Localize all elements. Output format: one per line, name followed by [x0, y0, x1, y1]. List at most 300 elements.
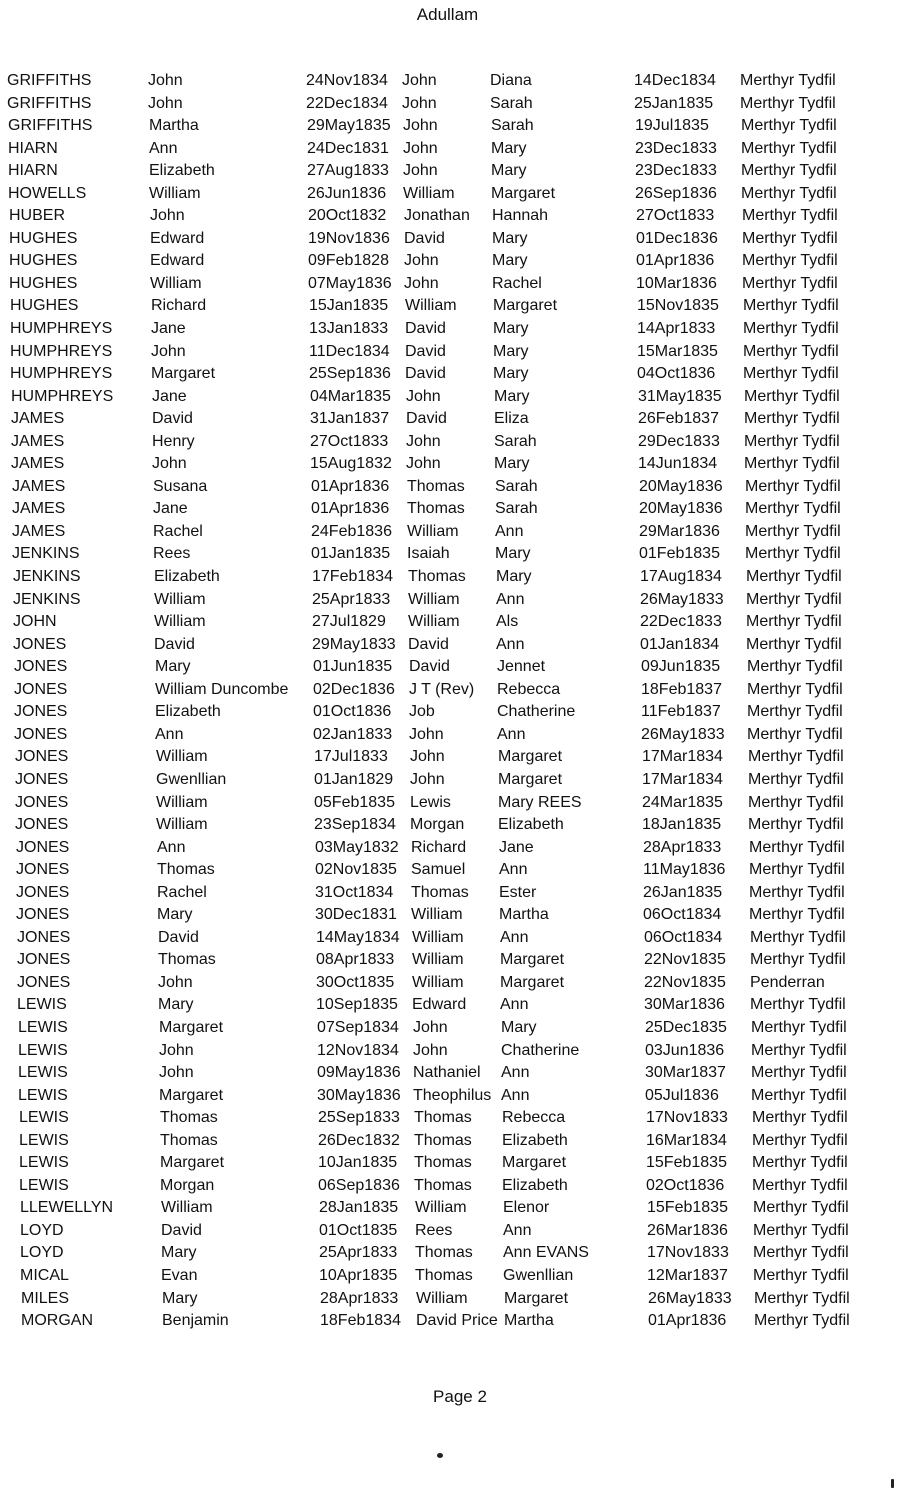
surname-cell: LOYD — [20, 1244, 64, 1262]
mother-name-cell: Ann — [503, 1221, 532, 1239]
baptism-date-cell: 01Apr1836 — [636, 252, 715, 270]
surname-cell: HUGHES — [9, 229, 78, 247]
surname-cell: JAMES — [11, 432, 65, 450]
mother-name-cell: Sarah — [494, 432, 537, 450]
table-row — [0, 140, 905, 163]
baptism-date-cell: 01Feb1835 — [639, 545, 720, 563]
mother-name-cell: Als — [496, 613, 519, 631]
page-title: Adullam — [416, 5, 479, 24]
first-name-cell: Martha — [149, 117, 199, 135]
place-cell: Merthyr Tydfil — [754, 1312, 850, 1330]
baptism-date-cell: 25Dec1835 — [645, 1018, 727, 1036]
surname-cell: LEWIS — [19, 1154, 69, 1172]
father-name-cell: William — [412, 951, 464, 969]
mother-name-cell: Mary — [495, 545, 531, 563]
surname-cell: JONES — [17, 973, 71, 991]
birth-date-cell: 17Feb1834 — [312, 568, 393, 586]
surname-cell: HUMPHREYS — [11, 387, 114, 405]
table-row — [0, 861, 905, 884]
mother-name-cell: Ann — [501, 1086, 530, 1104]
first-name-cell: Elizabeth — [155, 703, 221, 721]
mother-name-cell: Jennet — [497, 658, 546, 676]
birth-date-cell: 01Jan1835 — [311, 545, 391, 563]
baptism-date-cell: 25Jan1835 — [634, 94, 714, 112]
place-cell: Merthyr Tydfil — [753, 1199, 849, 1217]
mother-name-cell: Ann — [496, 635, 525, 653]
mother-name-cell: Mary — [491, 162, 527, 180]
father-name-cell: John — [410, 770, 445, 788]
surname-cell: JENKINS — [13, 568, 81, 586]
first-name-cell: John — [148, 94, 183, 112]
baptism-date-cell: 14Apr1833 — [637, 320, 716, 338]
birth-date-cell: 11Dec1834 — [309, 342, 390, 360]
place-cell: Merthyr Tydfil — [742, 274, 838, 292]
birth-date-cell: 25Sep1833 — [318, 1109, 400, 1127]
table-row — [0, 613, 905, 636]
mother-name-cell: Sarah — [491, 117, 534, 135]
mother-name-cell: Chatherine — [497, 703, 576, 721]
mother-name-cell: Mary — [494, 387, 530, 405]
place-cell: Merthyr Tydfil — [742, 252, 838, 270]
scan-speck — [891, 1479, 894, 1488]
place-cell: Merthyr Tydfil — [749, 861, 845, 879]
table-row — [0, 794, 905, 817]
baptism-date-cell: 02Oct1836 — [646, 1176, 725, 1194]
mother-name-cell: Ann — [495, 522, 524, 540]
table-row — [0, 230, 905, 253]
first-name-cell: Thomas — [160, 1131, 218, 1149]
mother-name-cell: Elizabeth — [502, 1131, 568, 1149]
baptism-date-cell: 15Nov1835 — [637, 297, 719, 315]
first-name-cell: William — [156, 748, 208, 766]
baptism-date-cell: 17Nov1833 — [646, 1109, 728, 1127]
first-name-cell: Jane — [153, 500, 188, 518]
first-name-cell: Margaret — [159, 1086, 224, 1104]
place-cell: Merthyr Tydfil — [746, 590, 842, 608]
father-name-cell: John — [402, 72, 437, 89]
place-cell: Merthyr Tydfil — [751, 1018, 847, 1036]
place-cell: Merthyr Tydfil — [742, 229, 838, 247]
father-name-cell: William — [412, 928, 464, 946]
surname-cell: HUGHES — [9, 274, 78, 292]
mother-name-cell: Rebecca — [502, 1109, 566, 1127]
first-name-cell: Morgan — [160, 1176, 215, 1194]
father-name-cell: Theophilus — [413, 1086, 492, 1104]
surname-cell: LEWIS — [19, 1131, 69, 1149]
table-row — [0, 1042, 905, 1065]
first-name-cell: Susana — [153, 477, 208, 495]
place-cell: Merthyr Tydfil — [753, 1244, 849, 1262]
baptism-date-cell: 11Feb1837 — [641, 703, 721, 721]
place-cell: Merthyr Tydfil — [746, 613, 842, 631]
first-name-cell: Evan — [161, 1266, 198, 1284]
table-row — [0, 1177, 905, 1200]
surname-cell: LEWIS — [18, 1086, 68, 1104]
birth-date-cell: 15Aug1832 — [310, 455, 392, 473]
place-cell: Merthyr Tydfil — [747, 658, 843, 676]
place-cell: Merthyr Tydfil — [742, 207, 838, 225]
birth-date-cell: 08Apr1833 — [316, 951, 395, 969]
baptism-date-cell: 28Apr1833 — [643, 838, 722, 856]
place-cell: Merthyr Tydfil — [741, 117, 837, 135]
baptism-date-cell: 26Mar1836 — [647, 1221, 728, 1239]
table-row — [0, 320, 905, 343]
surname-cell: LEWIS — [18, 1064, 68, 1082]
father-name-cell: David — [409, 658, 450, 676]
father-name-cell: Thomas — [415, 1244, 473, 1262]
surname-cell: JOHN — [13, 613, 57, 631]
baptism-date-cell: 26May1833 — [648, 1289, 732, 1307]
father-name-cell: John — [406, 387, 441, 405]
birth-date-cell: 02Nov1835 — [315, 861, 397, 879]
first-name-cell: John — [159, 1064, 194, 1082]
mother-name-cell: Mary — [493, 342, 529, 360]
table-row — [0, 545, 905, 568]
table-row — [0, 1244, 905, 1267]
table-row — [0, 388, 905, 411]
mother-name-cell: Margaret — [504, 1289, 569, 1307]
baptism-date-cell: 22Nov1835 — [644, 951, 726, 969]
first-name-cell: Thomas — [157, 861, 215, 879]
place-cell: Penderran — [750, 973, 825, 991]
baptism-date-cell: 14Jun1834 — [638, 455, 718, 473]
first-name-cell: Mary — [157, 906, 193, 924]
mother-name-cell: Ann — [500, 928, 529, 946]
first-name-cell: John — [158, 973, 193, 991]
surname-cell: GRIFFITHS — [7, 72, 92, 89]
first-name-cell: Benjamin — [162, 1312, 229, 1330]
mother-name-cell: Sarah — [495, 477, 538, 495]
first-name-cell: Rees — [153, 545, 191, 563]
place-cell: Merthyr Tydfil — [746, 635, 842, 653]
birth-date-cell: 20Oct1832 — [308, 207, 387, 225]
table-row — [0, 1290, 905, 1313]
first-name-cell: William — [149, 184, 201, 202]
table-row — [0, 568, 905, 591]
first-name-cell: Edward — [150, 252, 205, 270]
birth-date-cell: 04Mar1835 — [310, 387, 391, 405]
mother-name-cell: Margaret — [493, 297, 558, 315]
place-cell: Merthyr Tydfil — [748, 748, 844, 766]
surname-cell: JONES — [15, 793, 69, 811]
register-table — [0, 72, 905, 1335]
surname-cell: HUMPHREYS — [10, 365, 113, 383]
father-name-cell: William — [416, 1289, 468, 1307]
birth-date-cell: 01Oct1836 — [313, 703, 392, 721]
baptism-date-cell: 17Aug1834 — [640, 568, 722, 586]
birth-date-cell: 30Oct1835 — [316, 973, 395, 991]
mother-name-cell: Rebecca — [497, 680, 561, 698]
father-name-cell: Thomas — [415, 1266, 473, 1284]
surname-cell: JAMES — [12, 500, 66, 518]
surname-cell: JAMES — [11, 410, 65, 428]
father-name-cell: John — [404, 252, 439, 270]
first-name-cell: Margaret — [159, 1018, 224, 1036]
mother-name-cell: Margaret — [500, 951, 565, 969]
table-row — [0, 703, 905, 726]
surname-cell: LEWIS — [18, 1018, 68, 1036]
baptism-date-cell: 11May1836 — [643, 861, 726, 879]
baptism-date-cell: 19Jul1835 — [635, 117, 709, 135]
birth-date-cell: 06Sep1836 — [318, 1176, 400, 1194]
first-name-cell: Richard — [151, 297, 207, 315]
first-name-cell: Ann — [155, 725, 184, 743]
first-name-cell: John — [151, 342, 186, 360]
mother-name-cell: Margaret — [498, 770, 563, 788]
place-cell: Merthyr Tydfil — [751, 1041, 847, 1059]
surname-cell: JAMES — [12, 522, 66, 540]
first-name-cell: David — [152, 410, 193, 428]
surname-cell: JONES — [17, 928, 71, 946]
mother-name-cell: Martha — [504, 1312, 554, 1330]
mother-name-cell: Jane — [499, 838, 534, 856]
father-name-cell: William — [412, 973, 464, 991]
surname-cell: LOYD — [20, 1221, 64, 1239]
table-row — [0, 410, 905, 433]
baptism-date-cell: 05Jul1836 — [645, 1086, 719, 1104]
table-row — [0, 297, 905, 320]
table-row — [0, 839, 905, 862]
table-row — [0, 275, 905, 298]
birth-date-cell: 22Dec1834 — [306, 94, 388, 112]
birth-date-cell: 24Dec1831 — [307, 139, 389, 157]
birth-date-cell: 25Sep1836 — [309, 365, 391, 383]
mother-name-cell: Mary — [501, 1018, 537, 1036]
mother-name-cell: Martha — [499, 906, 549, 924]
surname-cell: JONES — [15, 816, 69, 834]
baptism-date-cell: 23Dec1833 — [635, 139, 717, 157]
place-cell: Merthyr Tydfil — [750, 996, 846, 1014]
first-name-cell: Elizabeth — [149, 162, 215, 180]
table-row — [0, 433, 905, 456]
father-name-cell: John — [403, 139, 438, 157]
first-name-cell: William — [156, 793, 208, 811]
birth-date-cell: 01Jan1829 — [314, 770, 394, 788]
birth-date-cell: 19Nov1836 — [308, 229, 390, 247]
baptism-date-cell: 01Apr1836 — [648, 1312, 727, 1330]
first-name-cell: William — [154, 590, 206, 608]
mother-name-cell: Ester — [499, 883, 537, 901]
mother-name-cell: Ann — [500, 996, 529, 1014]
surname-cell: HUGHES — [9, 252, 78, 270]
baptism-date-cell: 29Dec1833 — [638, 432, 720, 450]
baptism-date-cell: 04Oct1836 — [637, 365, 716, 383]
mother-name-cell: Ann — [497, 725, 526, 743]
father-name-cell: David Price — [416, 1312, 498, 1330]
surname-cell: JONES — [17, 951, 71, 969]
father-name-cell: Richard — [411, 838, 467, 856]
birth-date-cell: 03May1832 — [315, 838, 399, 856]
father-name-cell: Thomas — [411, 883, 469, 901]
mother-name-cell: Sarah — [495, 500, 538, 518]
place-cell: Merthyr Tydfil — [748, 770, 844, 788]
birth-date-cell: 25Apr1833 — [312, 590, 391, 608]
surname-cell: HOWELLS — [8, 184, 87, 202]
table-row — [0, 771, 905, 794]
father-name-cell: John — [403, 162, 438, 180]
surname-cell: JONES — [13, 635, 67, 653]
father-name-cell: William — [415, 1199, 467, 1217]
place-cell: Merthyr Tydfil — [749, 838, 845, 856]
father-name-cell: William — [411, 906, 463, 924]
father-name-cell: William — [407, 522, 459, 540]
place-cell: Merthyr Tydfil — [752, 1154, 848, 1172]
table-row — [0, 365, 905, 388]
birth-date-cell: 27Oct1833 — [310, 432, 389, 450]
mother-name-cell: Margaret — [491, 184, 556, 202]
mother-name-cell: Eliza — [494, 410, 529, 428]
first-name-cell: William — [150, 274, 202, 292]
first-name-cell: John — [150, 207, 185, 225]
baptism-date-cell: 18Feb1837 — [641, 680, 722, 698]
birth-date-cell: 24Nov1834 — [306, 72, 388, 89]
father-name-cell: William — [408, 613, 460, 631]
father-name-cell: Isaiah — [407, 545, 450, 563]
baptism-date-cell: 22Dec1833 — [640, 613, 722, 631]
place-cell: Merthyr Tydfil — [751, 1086, 847, 1104]
table-row — [0, 1154, 905, 1177]
birth-date-cell: 28Jan1835 — [319, 1199, 399, 1217]
birth-date-cell: 10Jan1835 — [318, 1154, 398, 1172]
place-cell: Merthyr Tydfil — [750, 951, 846, 969]
mother-name-cell: Ann EVANS — [503, 1244, 589, 1262]
mother-name-cell: Rachel — [492, 274, 542, 292]
surname-cell: LLEWELLYN — [20, 1199, 114, 1217]
place-cell: Merthyr Tydfil — [748, 816, 844, 834]
surname-cell: JONES — [14, 680, 68, 698]
mother-name-cell: Mary — [492, 252, 528, 270]
page-number: Page 2 — [433, 1387, 487, 1406]
surname-cell: LEWIS — [19, 1176, 69, 1194]
table-row — [0, 523, 905, 546]
place-cell: Merthyr Tydfil — [749, 883, 845, 901]
mother-name-cell: Margaret — [498, 748, 563, 766]
father-name-cell: John — [406, 455, 441, 473]
table-row — [0, 117, 905, 140]
table-row — [0, 996, 905, 1019]
birth-date-cell: 01Apr1836 — [311, 477, 390, 495]
birth-date-cell: 29May1833 — [312, 635, 396, 653]
table-row — [0, 974, 905, 997]
place-cell: Merthyr Tydfil — [747, 680, 843, 698]
birth-date-cell: 31Jan1837 — [310, 410, 390, 428]
table-row — [0, 658, 905, 681]
mother-name-cell: Elizabeth — [502, 1176, 568, 1194]
birth-date-cell: 26Dec1832 — [318, 1131, 400, 1149]
father-name-cell: David — [405, 342, 446, 360]
table-row — [0, 455, 905, 478]
baptism-date-cell: 06Oct1834 — [643, 906, 722, 924]
baptism-date-cell: 18Jan1835 — [642, 816, 722, 834]
first-name-cell: Elizabeth — [154, 568, 220, 586]
mother-name-cell: Elenor — [503, 1199, 550, 1217]
table-row — [0, 1019, 905, 1042]
father-name-cell: Samuel — [411, 861, 466, 879]
father-name-cell: David — [406, 410, 447, 428]
first-name-cell: Margaret — [160, 1154, 225, 1172]
place-cell: Merthyr Tydfil — [741, 139, 837, 157]
first-name-cell: Mary — [161, 1244, 197, 1262]
place-cell: Merthyr Tydfil — [753, 1266, 849, 1284]
baptism-date-cell: 26Jan1835 — [643, 883, 723, 901]
place-cell: Merthyr Tydfil — [743, 320, 839, 338]
first-name-cell: Rachel — [153, 522, 203, 540]
birth-date-cell: 05Feb1835 — [314, 793, 395, 811]
surname-cell: LEWIS — [19, 1109, 69, 1127]
birth-date-cell: 26Jun1836 — [307, 184, 387, 202]
father-name-cell: Thomas — [408, 568, 466, 586]
table-row — [0, 252, 905, 275]
father-name-cell: David — [404, 229, 445, 247]
table-row — [0, 951, 905, 974]
table-row — [0, 95, 905, 118]
father-name-cell: Thomas — [414, 1131, 472, 1149]
father-name-cell: Thomas — [407, 477, 465, 495]
surname-cell: MILES — [21, 1289, 70, 1307]
mother-name-cell: Margaret — [500, 973, 565, 991]
baptism-date-cell: 12Mar1837 — [647, 1266, 728, 1284]
table-row — [0, 929, 905, 952]
place-cell: Merthyr Tydfil — [744, 455, 840, 473]
baptism-date-cell: 31May1835 — [638, 387, 722, 405]
place-cell: Merthyr Tydfil — [752, 1131, 848, 1149]
surname-cell: HIARN — [8, 162, 58, 180]
baptism-date-cell: 22Nov1835 — [644, 973, 726, 991]
surname-cell: JAMES — [12, 477, 66, 495]
first-name-cell: William — [156, 816, 208, 834]
baptism-date-cell: 26May1833 — [641, 725, 725, 743]
surname-cell: HUMPHREYS — [10, 342, 113, 360]
surname-cell: JENKINS — [13, 590, 81, 608]
mother-name-cell: Mary REES — [498, 793, 582, 811]
birth-date-cell: 10Sep1835 — [316, 996, 398, 1014]
place-cell: Merthyr Tydfil — [747, 703, 843, 721]
father-name-cell: John — [409, 725, 444, 743]
father-name-cell: John — [402, 94, 437, 112]
baptism-date-cell: 24Mar1835 — [642, 793, 723, 811]
first-name-cell: William — [154, 613, 206, 631]
surname-cell: JONES — [15, 770, 69, 788]
surname-cell: JONES — [14, 658, 68, 676]
place-cell: Merthyr Tydfil — [751, 1064, 847, 1082]
father-name-cell: John — [413, 1018, 448, 1036]
first-name-cell: Mary — [155, 658, 191, 676]
first-name-cell: Thomas — [160, 1109, 218, 1127]
surname-cell: HUMPHREYS — [10, 320, 113, 338]
baptism-date-cell: 09Jun1835 — [641, 658, 721, 676]
mother-name-cell: Ann — [499, 861, 528, 879]
surname-cell: JONES — [16, 906, 70, 924]
first-name-cell: Jane — [152, 387, 187, 405]
surname-cell: HUGHES — [10, 297, 79, 315]
baptism-date-cell: 14Dec1834 — [634, 72, 716, 89]
birth-date-cell: 01Apr1836 — [311, 500, 390, 518]
surname-cell: GRIFFITHS — [7, 94, 92, 112]
table-row — [0, 816, 905, 839]
mother-name-cell: Sarah — [490, 94, 533, 112]
mother-name-cell: Mary — [494, 455, 530, 473]
baptism-date-cell: 30Mar1837 — [645, 1064, 726, 1082]
place-cell: Merthyr Tydfil — [743, 342, 839, 360]
first-name-cell: William — [161, 1199, 213, 1217]
mother-name-cell: Hannah — [492, 207, 549, 225]
birth-date-cell: 14May1834 — [316, 928, 400, 946]
birth-date-cell: 23Sep1834 — [314, 816, 396, 834]
first-name-cell: Gwenllian — [156, 770, 227, 788]
place-cell: Merthyr Tydfil — [747, 725, 843, 743]
first-name-cell: David — [158, 928, 199, 946]
father-name-cell: Lewis — [410, 793, 451, 811]
